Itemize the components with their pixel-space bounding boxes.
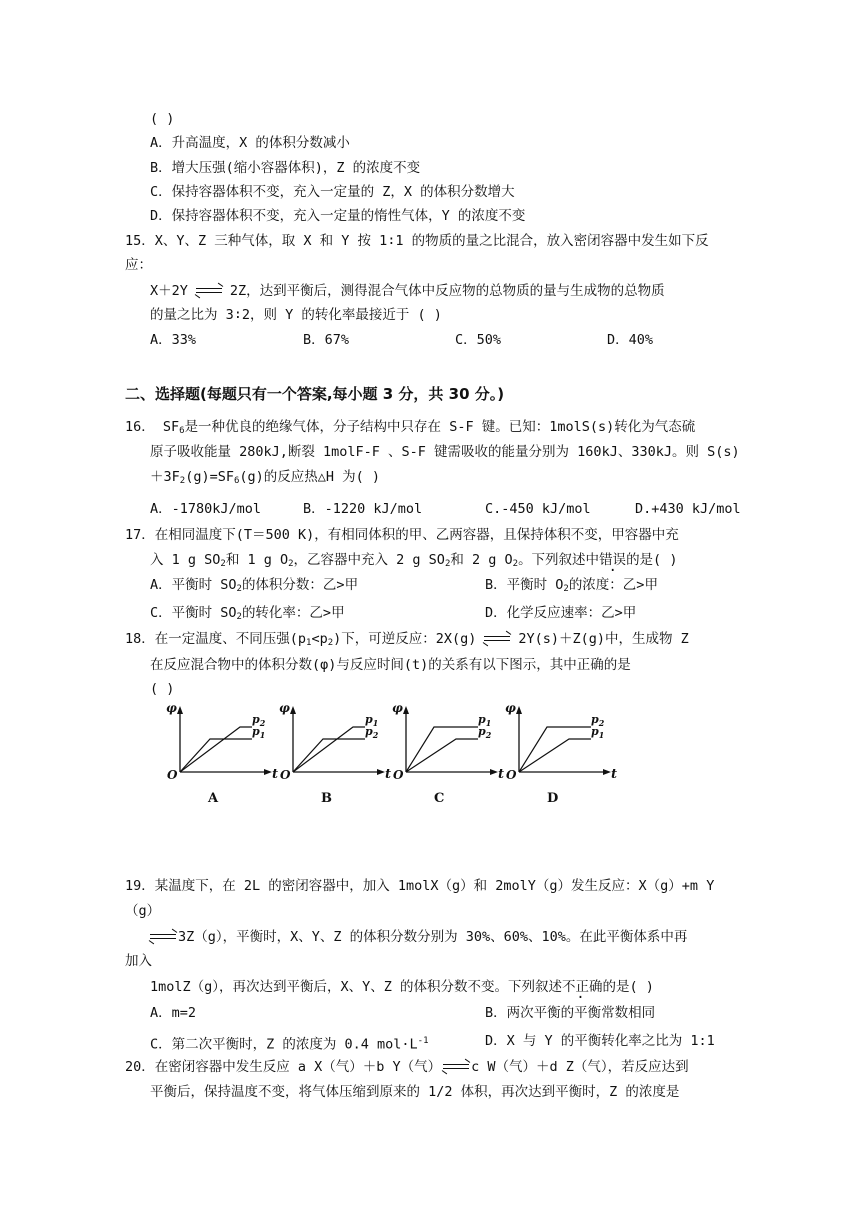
- q15-line-1: 15．X、Y、Z 三种气体，取 X 和 Y 按 1∶1 的物质的量之比混合，放入密闭容器中发生如下反: [125, 233, 709, 249]
- curve-lower: [180, 739, 252, 772]
- q17-option-d: D．化学反应速率：乙>甲: [485, 605, 637, 621]
- figure-label: D: [547, 791, 559, 806]
- q18-figures: [160, 700, 618, 810]
- curve-upper: [293, 727, 365, 772]
- equilibrium-arrow-icon: [196, 286, 222, 296]
- q15-option-b: B．67%: [303, 332, 350, 348]
- equilibrium-arrow-icon: [484, 634, 510, 644]
- q15-option-c: C．50%: [455, 332, 502, 348]
- q16-line-1: 16． $SF_6$是一种优良的绝缘气体，分子结构中只存在 S-F 键。已知：1molS(s)转化为气态硫: [125, 419, 696, 436]
- emphasis-word: 错误: [599, 552, 627, 568]
- q18-line-1: 18．在一定温度、不同压强$(p_1<p_2)$下，可逆反应：2X(g) 2Y(s)＋Z(g)中，生成物 Z: [125, 631, 689, 648]
- x-axis-arrow-icon: [264, 769, 272, 775]
- q15-option-a: A．33%: [150, 332, 197, 348]
- q19-option-c: C．第二次平衡时，Z 的浓度为 0.4 $mol\cdot L^{-1}$: [150, 1036, 429, 1053]
- curve-upper: [180, 727, 252, 772]
- pressure-label-upper: $p_2$: [252, 713, 266, 728]
- q19-line-3: 3Z（g），平衡时，X、Y、Z 的体积分数分别为 30%、60%、10%。在此平衡体系中再: [150, 928, 687, 946]
- emphasis-word: 不正确: [562, 979, 603, 995]
- axis-label-phi: φ: [392, 701, 403, 715]
- figure-label: B: [321, 791, 332, 806]
- q18-figures-svg: [160, 700, 618, 810]
- q18-line-2: 在反应混合物中的体积分数(φ)与反应时间(t)的关系有以下图示，其中正确的是: [150, 657, 631, 673]
- pressure-label-lower: $p_1$: [591, 725, 605, 740]
- q17-option-b: B．平衡时 $O_2$的浓度：乙>甲: [485, 577, 658, 594]
- q14-answer-paren: ( ): [150, 111, 175, 127]
- q19-option-d: D．X 与 Y 的平衡转化率之比为 1:1: [485, 1033, 715, 1049]
- equilibrium-arrow-icon: [150, 932, 176, 942]
- q15-reactants: X＋2Y: [150, 283, 188, 299]
- pressure-label-lower: $p_2$: [365, 725, 379, 740]
- q19-option-b: B．两次平衡的平衡常数相同: [485, 1005, 656, 1021]
- q19-line-4: 加入: [125, 953, 152, 969]
- origin-label: O: [506, 768, 517, 782]
- q14-option-a: A．升高温度，X 的体积分数减小: [150, 135, 350, 151]
- q16-option-d: D.+430 kJ/mol: [635, 501, 741, 517]
- pressure-label-upper: $p_1$: [365, 713, 379, 728]
- q19-option-a: A．m=2: [150, 1005, 197, 1021]
- x-axis-arrow-icon: [603, 769, 611, 775]
- q17-option-c: C．平衡时 $SO_2$的转化率：乙>甲: [150, 605, 345, 622]
- section-heading: 二、选择题(每题只有一个答案,每小题 3 分，共 30 分。): [125, 385, 505, 403]
- q17-line-2: 入 1 g $SO_2$和 1 g $O_2$，乙容器中充入 2 g $SO_2$和 2 g $O_2$。下列叙述中错误的是( ): [150, 552, 678, 569]
- q17-option-a: A．平衡时 $SO_2$的体积分数：乙>甲: [150, 577, 359, 594]
- equilibrium-arrow-icon: [443, 1062, 469, 1072]
- axis-label-phi: φ: [505, 701, 516, 715]
- origin-label: O: [393, 768, 404, 782]
- q17-line-1: 17．在相同温度下(T＝500 K)，有相同体积的甲、乙两容器，且保持体积不变，甲容器中充: [125, 527, 679, 543]
- axis-label-phi: φ: [279, 701, 290, 715]
- q19-line-1: 19．某温度下，在 2L 的密闭容器中，加入 1molX（g）和 2molY（g）发生反应：X（g）+m Y: [125, 878, 715, 894]
- figure-label: A: [208, 791, 219, 806]
- pressure-label-upper: $p_1$: [478, 713, 492, 728]
- q15-line-4: 的量之比为 3∶2，则 Y 的转化率最接近于 ( ): [150, 307, 442, 323]
- origin-label: O: [280, 768, 291, 782]
- figure-label: C: [434, 791, 445, 806]
- q15-line-2: 应：: [125, 257, 152, 273]
- x-axis-arrow-icon: [377, 769, 385, 775]
- q16-line-3: $+3F_2(g)=SF_6(g)$的反应热△H 为( ): [150, 469, 381, 486]
- q15-option-d: D．40%: [607, 332, 654, 348]
- axis-label-phi: φ: [166, 701, 177, 715]
- origin-label: O: [167, 768, 178, 782]
- q16-line-2: 原子吸收能量 280kJ,断裂 1molF-F 、S-F 键需吸收的能量分别为 160kJ、330kJ。则 S(s): [150, 444, 740, 460]
- q14-option-b: B．增大压强(缩小容器体积)，Z 的浓度不变: [150, 160, 421, 176]
- q18-line-3: ( ): [150, 681, 175, 697]
- y-axis-arrow-icon: [403, 706, 409, 714]
- curve-lower: [293, 739, 365, 772]
- q19-line-2: （g）: [125, 903, 161, 919]
- q15-products: 2Z，达到平衡后，测得混合气体中反应物的总物质的量与生成物的总物质: [229, 283, 665, 299]
- axis-label-t: t: [611, 767, 618, 782]
- pressure-label-upper: $p_2$: [591, 713, 605, 728]
- y-axis-arrow-icon: [177, 706, 183, 714]
- axis-label-t: t: [498, 767, 505, 782]
- pressure-label-lower: $p_1$: [252, 725, 266, 740]
- q15-line-3: [150, 282, 665, 300]
- y-axis-arrow-icon: [516, 706, 522, 714]
- axis-label-t: t: [272, 767, 279, 782]
- q20-line-1: 20．在密闭容器中发生反应 a X（气）＋b Y（气） c W（气）＋d Z（气），若反应达到: [125, 1059, 689, 1075]
- x-axis-arrow-icon: [490, 769, 498, 775]
- axis-label-t: t: [385, 767, 392, 782]
- q14-option-d: D．保持容器体积不变，充入一定量的惰性气体，Y 的浓度不变: [150, 208, 526, 224]
- q20-line-2: 平衡后，保持温度不变，将气体压缩到原来的 1/2 体积，再次达到平衡时，Z 的浓度是: [150, 1084, 680, 1100]
- q16-option-b: B．-1220 kJ/mol: [303, 501, 423, 517]
- q19-line-5: 1molZ（g），再次达到平衡后，X、Y、Z 的体积分数不变。下列叙述不正确的是( ): [150, 979, 654, 995]
- q16-option-c: C.-450 kJ/mol: [485, 501, 591, 517]
- y-axis-arrow-icon: [290, 706, 296, 714]
- pressure-label-lower: $p_2$: [478, 725, 492, 740]
- q14-option-c: C．保持容器体积不变，充入一定量的 Z，X 的体积分数增大: [150, 184, 515, 200]
- q16-option-a: A．-1780kJ/mol: [150, 501, 262, 517]
